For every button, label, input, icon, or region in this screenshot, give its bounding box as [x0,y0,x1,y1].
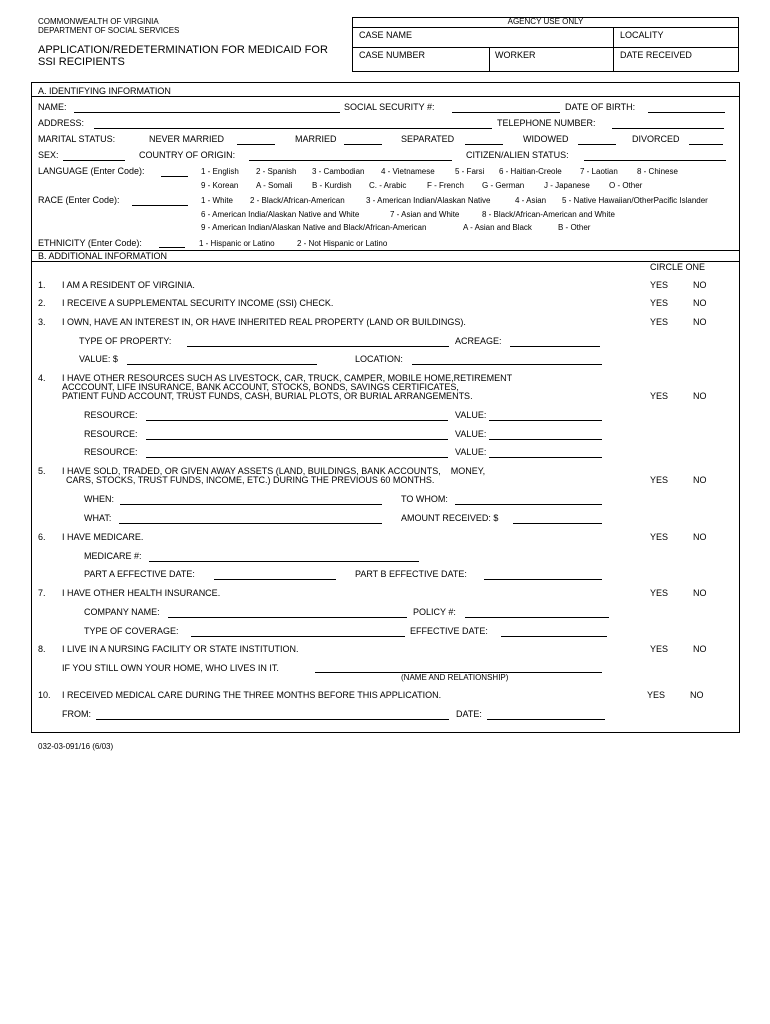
agency-use-label: AGENCY USE ONLY [507,17,584,26]
citizen-status-label: CITIZEN/ALIEN STATUS: [466,150,569,160]
question-5-text-line1: I HAVE SOLD, TRADED, OR GIVEN AWAY ASSETS (LAND, BUILDINGS, BANK ACCOUNTS, MONEY, [62,466,486,476]
question-4-text-line3: PATIENT FUND ACCOUNT, TRUST FUNDS, CASH, BURIAL PLOTS, OR BURIAL ARRANGEMENTS. [62,391,473,401]
q8-no-option[interactable]: NO [693,644,707,654]
type-of-property-label: TYPE OF PROPERTY: [79,336,172,346]
form-number: 032-03-091/16 (6/03) [38,742,114,751]
language-code-b: B - Kurdish [312,181,352,190]
resource-value-input-2[interactable] [489,439,602,440]
marital-status-label: MARITAL STATUS: [38,134,116,144]
name-relationship-caption: (NAME AND RELATIONSHIP) [401,673,509,682]
q7-yes-option[interactable]: YES [650,588,669,598]
ssn-label: SOCIAL SECURITY #: [344,102,435,112]
q1-yes-option[interactable]: YES [650,280,669,290]
agency-name-line1: COMMONWEALTH OF VIRGINIA [38,17,159,26]
language-code-3: 3 - Cambodian [312,167,365,176]
race-code-9: 9 - American Indian/Alaskan Native and Black/African-American [201,223,427,232]
race-code-4: 4 - Asian [515,196,547,205]
divorced-input[interactable] [689,144,723,145]
q2-no-option[interactable]: NO [693,298,707,308]
married-input[interactable] [344,144,382,145]
question-number-8: 8. [38,644,46,654]
q3-yes-option[interactable]: YES [650,317,669,327]
question-10-text: I RECEIVED MEDICAL CARE DURING THE THREE MONTHS BEFORE THIS APPLICATION. [62,690,442,700]
ethnicity-label: ETHNICITY (Enter Code): [38,238,142,248]
widowed-option: WIDOWED [523,134,569,144]
q5-no-option[interactable]: NO [693,475,707,485]
when-input[interactable] [120,504,382,505]
separated-input[interactable] [465,144,503,145]
question-6-text: I HAVE MEDICARE. [62,532,144,542]
form-title-line2: SSI RECIPIENTS [38,56,125,68]
location-input[interactable] [412,364,602,365]
date-received-field[interactable]: DATE RECEIVED [620,50,692,60]
language-label: LANGUAGE (Enter Code): [38,166,145,176]
language-code-o: O - Other [609,181,643,190]
dob-input[interactable] [648,112,725,113]
resource-value-input-3[interactable] [489,457,602,458]
race-code-8: 8 - Black/African-American and White [482,210,615,219]
question-number-4: 4. [38,373,46,383]
question-1-text: I AM A RESIDENT OF VIRGINIA. [62,280,195,290]
question-2-text: I RECEIVE A SUPPLEMENTAL SECURITY INCOME (SSI) CHECK. [62,298,334,308]
language-code-4: 4 - Vietnamese [381,167,435,176]
part-a-label: PART A EFFECTIVE DATE: [84,569,195,579]
section-b-title: B. ADDITIONAL INFORMATION [38,251,168,261]
resource-label-1: RESOURCE: [84,410,138,420]
ssn-input[interactable] [452,112,560,113]
race-code-2: 2 - Black/African-American [250,196,345,205]
question-4-text-line1: I HAVE OTHER RESOURCES SUCH AS LIVESTOCK, CAR, TRUCK, CAMPER, MOBILE HOME,RETIREMENT [62,373,513,383]
amount-received-label: AMOUNT RECEIVED: $ [401,513,499,523]
q3-no-option[interactable]: NO [693,317,707,327]
sex-input[interactable] [63,160,125,161]
from-label: FROM: [62,709,91,719]
language-code-9: 9 - Korean [201,181,239,190]
q4-yes-option[interactable]: YES [650,391,669,401]
property-value-input[interactable] [127,364,317,365]
language-code-2: 2 - Spanish [256,167,297,176]
date-label: DATE: [456,709,482,719]
q7-no-option[interactable]: NO [693,588,707,598]
race-label: RACE (Enter Code): [38,195,120,205]
address-label: ADDRESS: [38,118,85,128]
ethnicity-code-input[interactable] [159,247,185,248]
address-input[interactable] [94,128,492,129]
part-b-input[interactable] [484,579,602,580]
locality-field[interactable]: LOCALITY [620,30,664,40]
question-5-text-line2: CARS, STOCKS, TRUST FUNDS, INCOME, ETC.) DURING THE PREVIOUS 60 MONTHS. [66,475,435,485]
language-code-j: J - Japanese [544,181,590,190]
question-number-3: 3. [38,317,46,327]
to-whom-label: TO WHOM: [401,494,448,504]
language-code-1: 1 - English [201,167,239,176]
name-label: NAME: [38,102,67,112]
question-4-text-line2: ACCCOUNT, LIFE INSURANCE, BANK ACCOUNT, STOCKS, BONDS, SAVINGS CERTIFICATES, [62,382,459,392]
question-number-2: 2. [38,298,46,308]
home-occupant-label: IF YOU STILL OWN YOUR HOME, WHO LIVES IN IT. [62,663,279,673]
resource-label-3: RESOURCE: [84,447,138,457]
resource-input-2[interactable] [146,439,448,440]
effective-date-input[interactable] [501,636,607,637]
to-whom-input[interactable] [455,504,602,505]
race-code-input[interactable] [132,205,188,206]
question-8-text: I LIVE IN A NURSING FACILITY OR STATE INSTITUTION. [62,644,299,654]
country-input[interactable] [249,160,452,161]
date-input[interactable] [487,719,605,720]
resource-value-label-3: VALUE: [455,447,487,457]
q2-yes-option[interactable]: YES [650,298,669,308]
what-label: WHAT: [84,513,112,523]
never-married-option: NEVER MARRIED [149,134,225,144]
resource-value-label-2: VALUE: [455,429,487,439]
section-a-title: A. IDENTIFYING INFORMATION [38,86,171,96]
telephone-label: TELEPHONE NUMBER: [497,118,596,128]
question-number-1: 1. [38,280,46,290]
language-code-6: 6 - Haitian-Creole [499,167,562,176]
language-code-f: F - French [427,181,464,190]
location-label: LOCATION: [355,354,403,364]
when-label: WHEN: [84,494,114,504]
question-number-7: 7. [38,588,46,598]
q4-no-option[interactable]: NO [693,391,707,401]
race-code-1: 1 - White [201,196,234,205]
resource-input-1[interactable] [146,420,448,421]
telephone-input[interactable] [612,128,724,129]
language-code-c: C. - Arabic [369,181,407,190]
race-code-a: A - Asian and Black [463,223,532,232]
acreage-input[interactable] [510,346,600,347]
type-of-coverage-input[interactable] [191,636,405,637]
question-number-5: 5. [38,466,46,476]
race-code-3: 3 - American Indian/Alaskan Native [366,196,491,205]
race-code-7: 7 - Asian and White [390,210,460,219]
case-name-field[interactable]: CASE NAME [359,30,413,40]
language-code-g: G - German [482,181,525,190]
race-code-b: B - Other [558,223,591,232]
language-code-7: 7 - Laotian [580,167,618,176]
question-number-6: 6. [38,532,46,542]
question-3-text: I OWN, HAVE AN INTEREST IN, OR HAVE INHERITED REAL PROPERTY (LAND OR BUILDINGS). [62,317,466,327]
divorced-option: DIVORCED [632,134,680,144]
q1-no-option[interactable]: NO [693,280,707,290]
q5-yes-option[interactable]: YES [650,475,669,485]
part-a-input[interactable] [214,579,336,580]
type-of-property-input[interactable] [187,346,449,347]
sex-label: SEX: [38,150,59,160]
language-code-input[interactable] [161,176,188,177]
case-number-field[interactable]: CASE NUMBER [359,50,426,60]
policy-number-label: POLICY #: [413,607,456,617]
resource-label-2: RESOURCE: [84,429,138,439]
form-title-line1: APPLICATION/REDETERMINATION FOR MEDICAID FOR [38,44,328,56]
company-name-input[interactable] [168,617,407,618]
medicare-number-input[interactable] [149,561,419,562]
married-option: MARRIED [295,134,337,144]
dob-label: DATE OF BIRTH: [565,102,636,112]
ethnicity-code-2: 2 - Not Hispanic or Latino [297,239,388,248]
race-code-5: 5 - Native Hawaiian/OtherPacific Islander [562,196,708,205]
q10-no-option[interactable]: NO [690,690,704,700]
language-code-a: A - Somali [256,181,293,190]
resource-value-input-1[interactable] [489,420,602,421]
worker-field[interactable]: WORKER [495,50,536,60]
separated-option: SEPARATED [401,134,455,144]
never-married-input[interactable] [237,144,275,145]
policy-number-input[interactable] [465,617,609,618]
resource-value-label-1: VALUE: [455,410,487,420]
property-value-label: VALUE: $ [79,354,118,364]
widowed-input[interactable] [578,144,616,145]
language-code-8: 8 - Chinese [637,167,678,176]
q6-no-option[interactable]: NO [693,532,707,542]
q8-yes-option[interactable]: YES [650,644,669,654]
part-b-label: PART B EFFECTIVE DATE: [355,569,467,579]
question-7-text: I HAVE OTHER HEALTH INSURANCE. [62,588,221,598]
effective-date-label: EFFECTIVE DATE: [410,626,488,636]
race-code-6: 6 - American India/Alaskan Native and White [201,210,360,219]
citizen-status-input[interactable] [584,160,726,161]
question-number-10: 10. [38,690,51,700]
type-of-coverage-label: TYPE OF COVERAGE: [84,626,179,636]
amount-received-input[interactable] [513,523,602,524]
medicare-number-label: MEDICARE #: [84,551,142,561]
circle-one-label: CIRCLE ONE [650,262,706,272]
ethnicity-code-1: 1 - Hispanic or Latino [199,239,275,248]
acreage-label: ACREAGE: [455,336,502,346]
company-name-label: COMPANY NAME: [84,607,160,617]
q6-yes-option[interactable]: YES [650,532,669,542]
country-label: COUNTRY OF ORIGIN: [139,150,236,160]
agency-name-line2: DEPARTMENT OF SOCIAL SERVICES [38,26,180,35]
name-input[interactable] [74,112,340,113]
q10-yes-option[interactable]: YES [647,690,666,700]
language-code-5: 5 - Farsi [455,167,485,176]
from-input[interactable] [96,719,449,720]
what-input[interactable] [119,523,382,524]
resource-input-3[interactable] [146,457,448,458]
